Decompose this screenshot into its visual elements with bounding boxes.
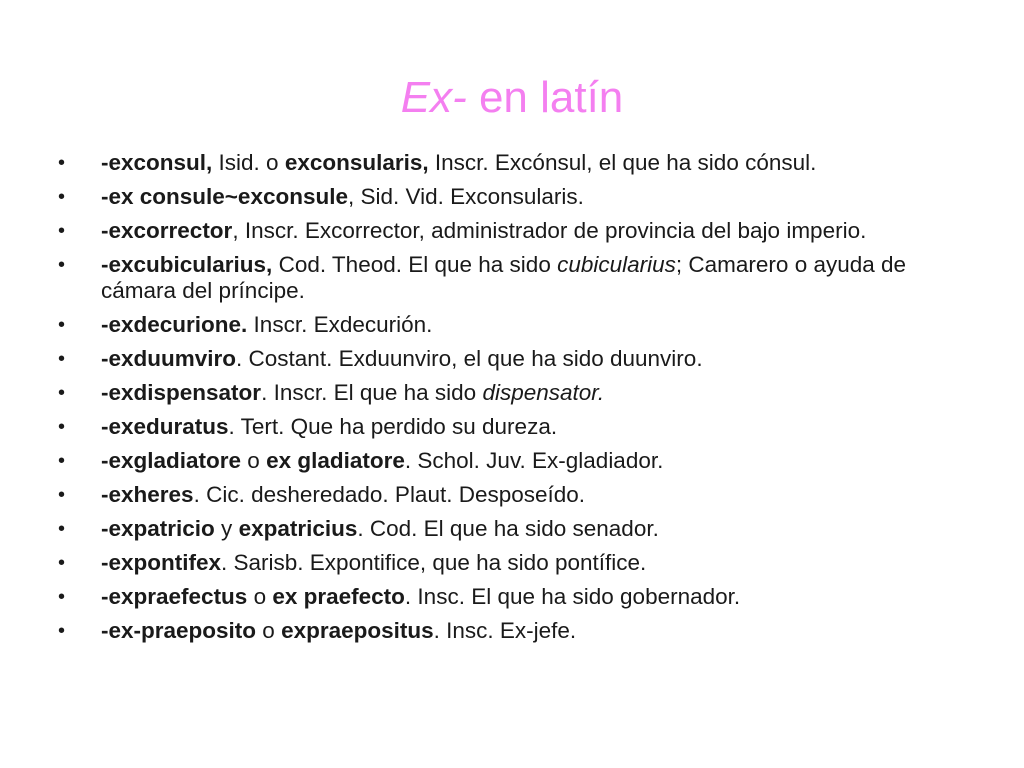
bullet-item — [58, 482, 918, 508]
latin-term: -exeduratus — [101, 414, 229, 439]
latin-term: -expraefectus — [101, 584, 248, 609]
italic-term: dispensator. — [482, 380, 605, 405]
bullet-dot-icon: • — [58, 552, 66, 574]
bullet-item — [58, 184, 918, 210]
bullet-item — [58, 218, 918, 244]
latin-term: -exheres — [101, 482, 194, 507]
definition-text: o — [256, 618, 282, 643]
title-prefix: Ex- — [400, 73, 467, 122]
definition-text: , Inscr. Excorrector, administrador de provincia del bajo imperio. — [232, 218, 867, 243]
bullet-item — [58, 516, 918, 542]
definition-text: . Costant. Exduunviro, el que ha sido duunviro. — [236, 346, 703, 371]
bullet-item — [58, 448, 918, 474]
definition-text: . Inscr. El que ha sido — [261, 380, 483, 405]
latin-term: -exduumviro — [101, 346, 237, 371]
definition-text: Inscr. Excónsul, el que ha sido cónsul. — [428, 150, 817, 175]
definition-text: , Sid. Vid. Exconsularis. — [347, 184, 584, 209]
definition-text: o — [247, 584, 273, 609]
latin-term: ex gladiatore — [266, 448, 405, 473]
title-rest: en latín — [466, 73, 624, 122]
definition-text: . Cic. desheredado. Plaut. Desposeído. — [193, 482, 586, 507]
bullet-dot-icon: • — [58, 382, 66, 404]
latin-term: exconsularis, — [284, 150, 429, 175]
bullet-dot-icon: • — [58, 416, 66, 438]
slide-title — [0, 72, 1024, 124]
bullet-dot-icon: • — [58, 220, 66, 242]
definition-text: . Sarisb. Expontifice, que ha sido pontífice. — [221, 550, 647, 575]
bullet-item — [58, 618, 918, 644]
definition-text: . Tert. Que ha perdido su dureza. — [228, 414, 558, 439]
definition-text: y — [214, 516, 239, 541]
latin-term: -expontifex — [101, 550, 222, 575]
latin-term: ex praefecto — [272, 584, 405, 609]
bullet-item — [58, 550, 918, 576]
bullet-dot-icon: • — [58, 518, 66, 540]
bullet-item — [58, 584, 918, 610]
latin-term: -excorrector — [101, 218, 233, 243]
bullet-item — [58, 380, 918, 406]
latin-term: expatricius — [238, 516, 358, 541]
bullet-dot-icon: • — [58, 586, 66, 608]
definition-text: ; Camarero o ayuda de cámara del príncipe. — [101, 252, 907, 303]
bullet-dot-icon: • — [58, 152, 66, 174]
definition-text: Isid. o — [212, 150, 285, 175]
latin-term: -ex-praeposito — [101, 618, 257, 643]
latin-term: -exdispensator — [101, 380, 262, 405]
bullet-dot-icon: • — [58, 254, 66, 276]
bullet-item — [58, 150, 918, 176]
definition-text: o — [241, 448, 267, 473]
definition-text: . Cod. El que ha sido senador. — [357, 516, 659, 541]
latin-term: -exdecurione. — [101, 312, 248, 337]
bullet-dot-icon: • — [58, 484, 66, 506]
bullet-dot-icon: • — [58, 314, 66, 336]
definition-text: . Insc. Ex-jefe. — [433, 618, 577, 643]
bullet-list — [58, 150, 918, 652]
latin-term: -exconsul, — [101, 150, 213, 175]
bullet-item — [58, 414, 918, 440]
definition-text: . Schol. Juv. Ex-gladiador. — [404, 448, 664, 473]
latin-term: -expatricio — [101, 516, 215, 541]
definition-text: . Insc. El que ha sido gobernador. — [404, 584, 741, 609]
italic-term: cubicularius — [557, 252, 676, 277]
bullet-dot-icon: • — [58, 348, 66, 370]
definition-text: Cod. Theod. El que ha sido — [272, 252, 558, 277]
bullet-dot-icon: • — [58, 620, 66, 642]
bullet-dot-icon: • — [58, 186, 66, 208]
latin-term: -excubicularius, — [101, 252, 273, 277]
bullet-dot-icon: • — [58, 450, 66, 472]
bullet-item — [58, 252, 918, 304]
latin-term: -exgladiatore — [101, 448, 242, 473]
bullet-item — [58, 346, 918, 372]
definition-text: Inscr. Exdecurión. — [247, 312, 433, 337]
latin-term: -ex consule~exconsule — [101, 184, 348, 209]
bullet-item — [58, 312, 918, 338]
latin-term: expraepositus — [281, 618, 434, 643]
